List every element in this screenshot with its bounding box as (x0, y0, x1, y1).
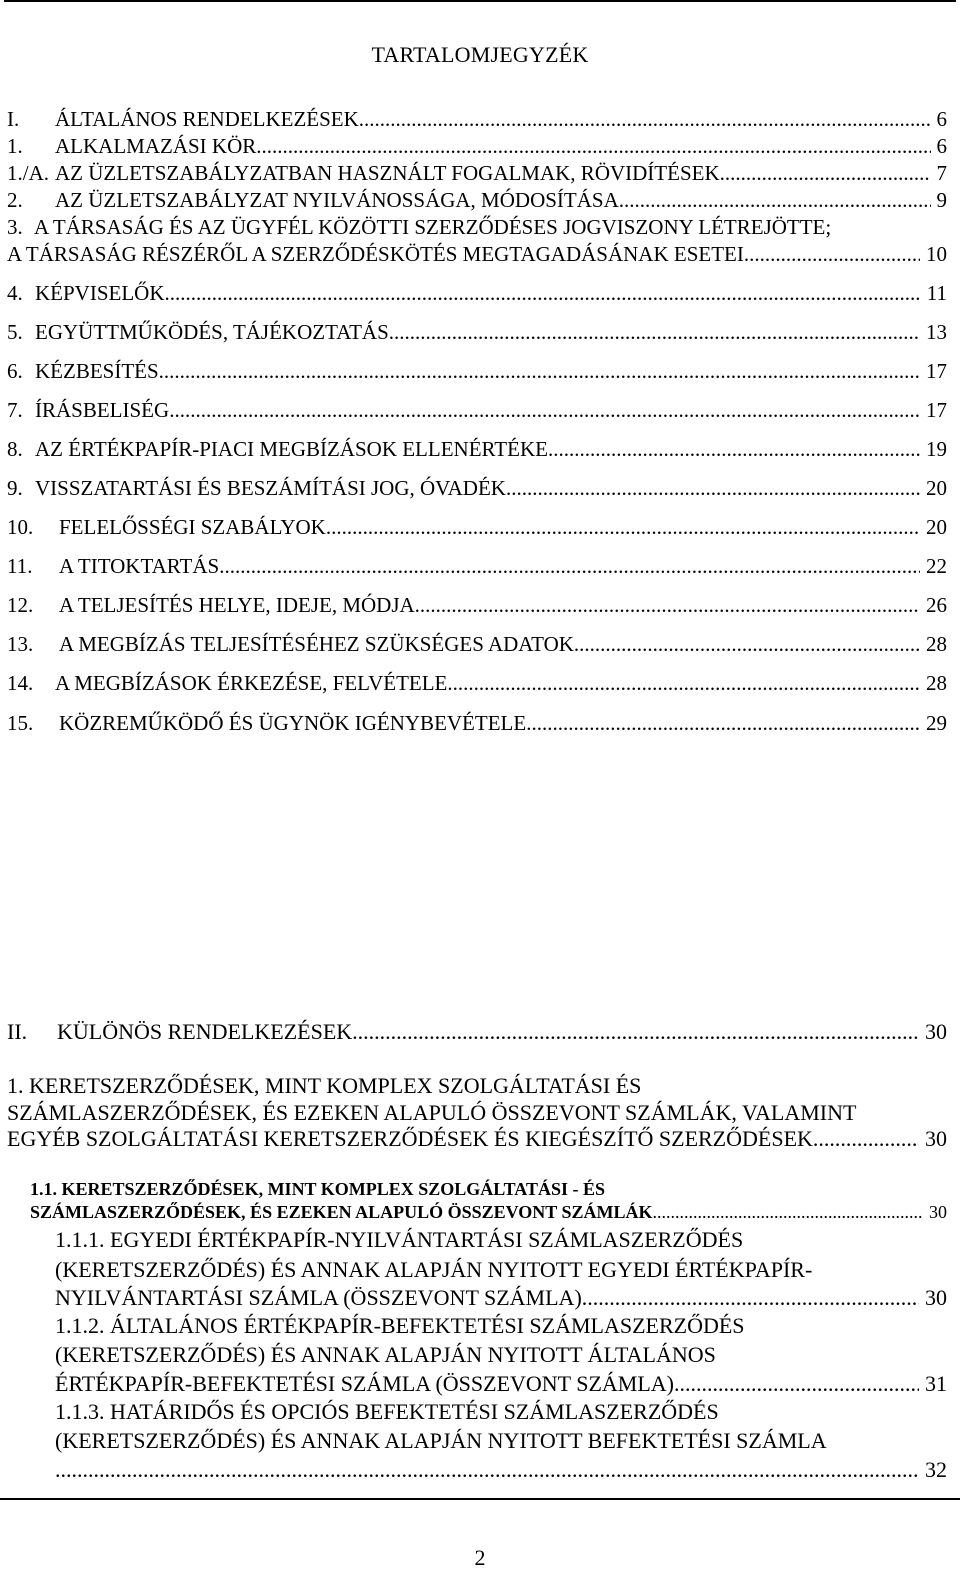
toc-entry-line[interactable] (7, 214, 831, 240)
entry-number: 11. (7, 554, 33, 578)
leader-dots (389, 319, 920, 345)
leader-dots (359, 106, 931, 132)
leader-dots (55, 1455, 919, 1485)
entry-page: 6 (936, 107, 947, 131)
entry-label-continued: A TÁRSASÁG RÉSZÉRŐL A SZERZŐDÉSKÖTÉS MEGTAGADÁSÁNAK ESETEI (7, 242, 744, 266)
entry-label: EGYÜTTMŰKÖDÉS, TÁJÉKOZTATÁS (35, 320, 389, 344)
toc-entry[interactable] (7, 1124, 947, 1154)
entry-number: 8. (7, 437, 23, 461)
section-heading-line: SZÁMLASZERZŐDÉSEK, ÉS EZEKEN ALAPULÓ ÖSSZEVONT SZÁMLÁK, VALAMINT (7, 1100, 857, 1125)
entry-number: 1. (7, 134, 23, 158)
entry-page: 17 (926, 359, 947, 383)
entry-label: A MEGBÍZÁS TELJESÍTÉSÉHEZ SZÜKSÉGES ADATOK (59, 632, 574, 656)
toc-entry[interactable] (55, 1455, 947, 1485)
entry-number: I. (7, 107, 20, 131)
entry-page: 22 (926, 554, 947, 578)
toc-entry[interactable] (7, 436, 947, 462)
entry-label: ÁLTALÁNOS RENDELKEZÉSEK (55, 107, 359, 131)
leader-dots (582, 1283, 919, 1313)
toc-entry[interactable] (7, 280, 947, 306)
toc-entry[interactable] (7, 553, 947, 579)
toc-entry[interactable] (7, 187, 947, 213)
leader-dots (574, 631, 920, 657)
entry-number: 14. (7, 671, 34, 695)
entry-number: 13. (7, 632, 34, 656)
leader-dots (813, 1124, 919, 1154)
toc-entry[interactable] (7, 670, 947, 696)
entry-page: 7 (936, 161, 947, 185)
entry-label: KÖZREMŰKÖDŐ ÉS ÜGYNÖK IGÉNYBEVÉTELE (59, 711, 527, 735)
entry-label: AZ ÜZLETSZABÁLYZAT NYILVÁNOSSÁGA, MÓDOSÍTÁSA (55, 188, 619, 212)
entry-number: 12. (7, 593, 34, 617)
entry-page: 29 (926, 711, 947, 735)
subsubsection-line: 1.1.3. HATÁRIDŐS ÉS OPCIÓS BEFEKTETÉSI SZÁMLASZERZŐDÉS (55, 1399, 719, 1424)
entry-label: A TITOKTARTÁS (59, 554, 220, 578)
entry-page: 9 (936, 188, 947, 212)
leader-dots (674, 1369, 919, 1399)
entry-page: 10 (926, 242, 947, 266)
leader-dots (256, 133, 930, 159)
entry-number: 2. (7, 188, 23, 212)
leader-dots (159, 358, 920, 384)
entry-label: ALKALMAZÁSI KÖR (55, 134, 257, 158)
toc-entry[interactable] (30, 1201, 947, 1223)
entry-number: 4. (7, 281, 23, 305)
leader-dots (548, 436, 920, 462)
entry-page: 19 (926, 437, 947, 461)
subsubsection-line: 1.1.2. ÁLTALÁNOS ÉRTÉKPAPÍR-BEFEKTETÉSI SZÁMLASZERZŐDÉS (55, 1313, 745, 1338)
toc-entry[interactable] (7, 592, 947, 618)
toc-entry[interactable] (7, 397, 947, 423)
entry-page: 30 (925, 1019, 947, 1044)
bottom-rule (0, 1498, 960, 1500)
entry-label: KÉZBESÍTÉS (35, 359, 159, 383)
leader-dots (720, 160, 931, 186)
entry-page: 13 (926, 320, 947, 344)
page-number: 2 (474, 1545, 486, 1570)
entry-number: 9. (7, 476, 23, 500)
entry-label: ÉRTÉKPAPÍR-BEFEKTETÉSI SZÁMLA (ÖSSZEVONT SZÁMLA) (55, 1371, 674, 1396)
section-heading-line: 1. KERETSZERZŐDÉSEK, MINT KOMPLEX SZOLGÁLTATÁSI ÉS (7, 1073, 642, 1098)
entry-page: 28 (926, 632, 947, 656)
entry-label: SZÁMLASZERZŐDÉSEK, ÉS EZEKEN ALAPULÓ ÖSSZEVONT SZÁMLÁK (30, 1202, 653, 1222)
toc-entry[interactable] (7, 1017, 947, 1047)
entry-label: NYILVÁNTARTÁSI SZÁMLA (ÖSSZEVONT SZÁMLA) (55, 1285, 582, 1310)
leader-dots (447, 670, 920, 696)
toc-entry[interactable] (7, 106, 947, 132)
toc-entry[interactable] (7, 631, 947, 657)
entry-number: 15. (7, 711, 34, 735)
entry-number: II. (7, 1019, 28, 1044)
top-border (4, 0, 956, 5)
entry-number: 3. (7, 215, 23, 239)
toc-entry[interactable] (7, 358, 947, 384)
entry-number: 5. (7, 320, 23, 344)
entry-page: 20 (926, 515, 947, 539)
entry-page: 17 (926, 398, 947, 422)
leader-dots (219, 553, 920, 579)
toc-entry[interactable] (7, 160, 947, 186)
entry-page: 32 (925, 1457, 947, 1482)
toc-entry[interactable] (7, 710, 947, 736)
entry-number: 6. (7, 359, 23, 383)
subsubsection-line: (KERETSZERZŐDÉS) ÉS ANNAK ALAPJÁN NYITOTT BEFEKTETÉSI SZÁMLA (55, 1428, 827, 1453)
leader-dots (506, 475, 920, 501)
entry-label: KÉPVISELŐK (35, 281, 165, 305)
entry-page: 30 (929, 1202, 947, 1222)
subsubsection-line: 1.1.1. EGYEDI ÉRTÉKPAPÍR-NYILVÁNTARTÁSI SZÁMLASZERZŐDÉS (55, 1227, 744, 1252)
entry-page: 11 (926, 281, 947, 305)
leader-dots (326, 514, 920, 540)
toc-entry[interactable] (55, 1283, 947, 1313)
entry-number: 10. (7, 515, 34, 539)
leader-dots (165, 280, 921, 306)
leader-dots (169, 397, 920, 423)
entry-label: EGYÉB SZOLGÁLTATÁSI KERETSZERZŐDÉSEK ÉS KIEGÉSZÍTŐ SZERZŐDÉSEK (7, 1126, 813, 1151)
toc-entry[interactable] (7, 475, 947, 501)
leader-dots (744, 241, 920, 267)
entry-page: 31 (925, 1371, 947, 1396)
entry-page: 30 (925, 1126, 947, 1151)
entry-page: 6 (936, 134, 947, 158)
subsubsection-line: (KERETSZERZŐDÉS) ÉS ANNAK ALAPJÁN NYITOTT EGYEDI ÉRTÉKPAPÍR- (55, 1257, 813, 1282)
leader-dots (619, 187, 931, 213)
toc-entry[interactable] (55, 1369, 947, 1399)
toc-entry[interactable] (7, 241, 947, 267)
entry-label: VISSZATARTÁSI ÉS BESZÁMÍTÁSI JOG, ÓVADÉK (35, 476, 506, 500)
entry-label: A TÁRSASÁG ÉS AZ ÜGYFÉL KÖZÖTTI SZERZŐDÉSES JOGVISZONY LÉTREJÖTTE; (34, 215, 832, 239)
entry-label: AZ ÉRTÉKPAPÍR-PIACI MEGBÍZÁSOK ELLENÉRTÉKE (35, 437, 548, 461)
toc-entry[interactable] (7, 133, 947, 159)
entry-label: A TELJESÍTÉS HELYE, IDEJE, MÓDJA (59, 593, 415, 617)
toc-entry[interactable] (7, 514, 947, 540)
entry-label: A MEGBÍZÁSOK ÉRKEZÉSE, FELVÉTELE (55, 671, 448, 695)
entry-label: KÜLÖNÖS RENDELKEZÉSEK (57, 1019, 353, 1044)
leader-dots (352, 1017, 919, 1047)
leader-dots (415, 592, 920, 618)
entry-page: 28 (926, 671, 947, 695)
toc-title: TARTALOMJEGYZÉK (371, 42, 589, 67)
leader-dots (526, 710, 920, 736)
entry-label: AZ ÜZLETSZABÁLYZATBAN HASZNÁLT FOGALMAK, RÖVIDÍTÉSEK (55, 161, 720, 185)
entry-page: 30 (925, 1285, 947, 1310)
entry-number: 1./A. (7, 161, 49, 185)
entry-number: 7. (7, 398, 23, 422)
entry-label: ÍRÁSBELISÉG (35, 398, 170, 422)
entry-label: FELELŐSSÉGI SZABÁLYOK (59, 515, 326, 539)
entry-page: 26 (926, 593, 947, 617)
entry-page: 20 (926, 476, 947, 500)
toc-entry[interactable] (7, 319, 947, 345)
subsubsection-line: (KERETSZERZŐDÉS) ÉS ANNAK ALAPJÁN NYITOTT ÁLTALÁNOS (55, 1342, 716, 1367)
leader-dots (652, 1201, 923, 1223)
subsection-heading-line: 1.1. KERETSZERZŐDÉSEK, MINT KOMPLEX SZOLGÁLTATÁSI - ÉS (30, 1179, 605, 1199)
